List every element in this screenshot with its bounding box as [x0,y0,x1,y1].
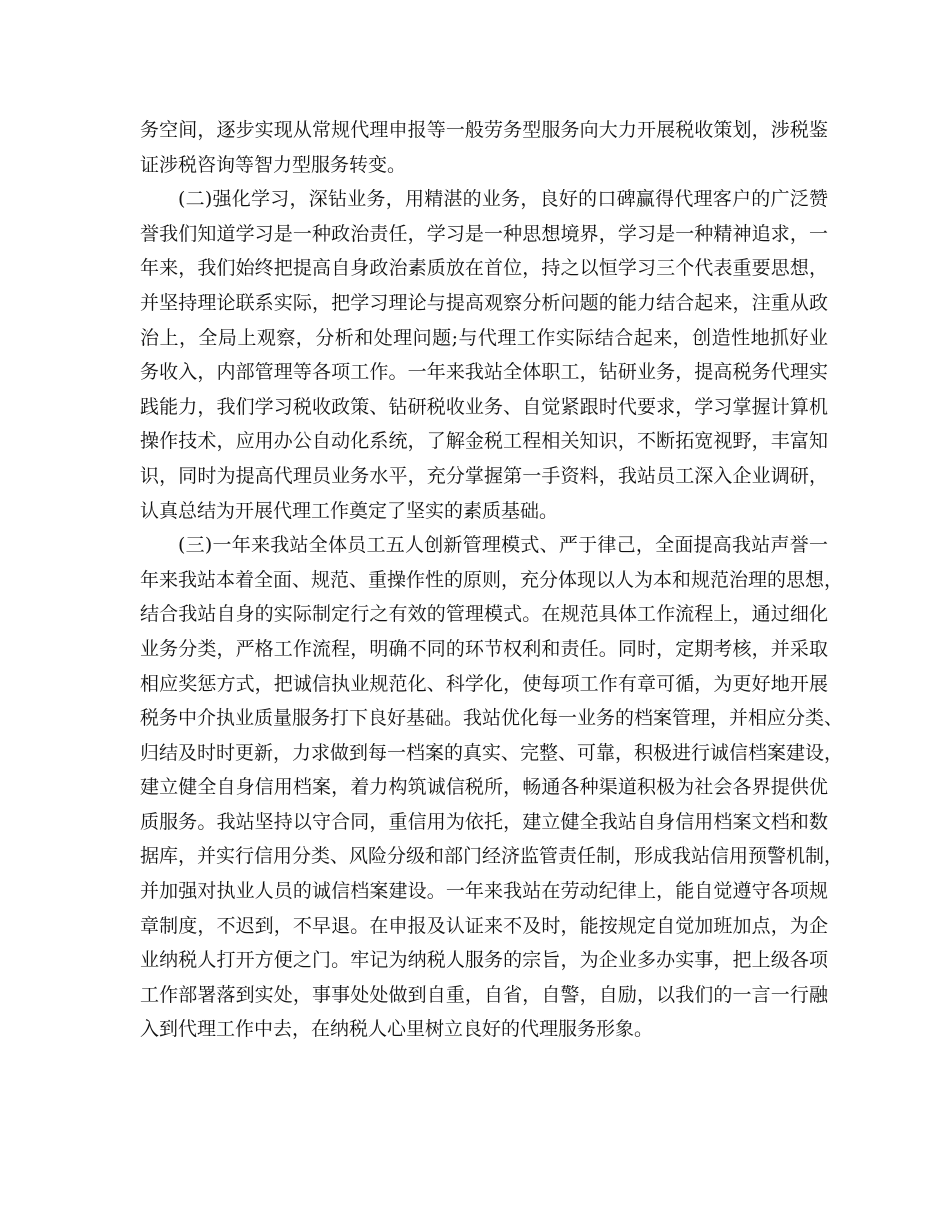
text-line: 证涉税咨询等智力型服务转变。 [140,153,407,176]
text-line: 归结及时时更新，力求做到每一档案的真实、完整、可靠，积极进行诚信档案建设， [140,741,844,764]
text-line: 质服务。我站坚持以守合同，重信用为依托，建立健全我站自身信用档案文档和数 [140,810,828,833]
text-line: 年来我站本着全面、规范、重操作性的原则，充分体现以人为本和规范治理的思想， [140,568,844,591]
text-line: 操作技术，应用办公自动化系统，了解金税工程相关知识，不断拓宽视野，丰富知 [140,430,828,453]
text-line: 税务中介执业质量服务打下良好基础。我站优化每一业务的档案管理，并相应分类、 [140,707,844,730]
text-line: 并加强对执业人员的诚信档案建设。一年来我站在劳动纪律上，能自觉遵守各项规 [140,880,828,903]
text-line: 结合我站自身的实际制定行之有效的管理模式。在规范具体工作流程上，通过细化 [140,603,828,626]
text-line: 并坚持理论联系实际，把学习理论与提高观察分析问题的能力结合起来，注重从政 [140,291,828,314]
text-line: 认真总结为开展代理工作奠定了坚实的素质基础。 [140,499,559,522]
text-line: 工作部署落到实处，事事处处做到自重，自省，自警，自励，以我们的一言一行融 [140,983,828,1006]
text-line: 誉我们知道学习是一种政治责任，学习是一种思想境界，学习是一种精神追求，一 [140,222,828,245]
text-line: 践能力，我们学习税收政策、钻研税收业务、自觉紧跟时代要求，学习掌握计算机 [140,395,828,418]
text-line: 务收入，内部管理等各项工作。一年来我站全体职工，钻研业务，提高税务代理实 [140,361,828,384]
text-line: 治上，全局上观察，分析和处理问题;与代理工作实际结合起来，创造性地抓好业 [140,326,828,349]
text-line: 年来，我们始终把提高自身政治素质放在首位，持之以恒学习三个代表重要思想， [140,257,828,280]
text-line: 据库，并实行信用分类、风险分级和部门经济监管责任制，形成我站信用预警机制， [140,845,844,868]
text-line: 业务分类，严格工作流程，明确不同的环节权利和责任。同时，定期考核，并采取 [140,637,828,660]
text-line: 识，同时为提高代理员业务水平，充分掌握第一手资料，我站员工深入企业调研， [140,464,828,487]
text-line: 业纳税人打开方便之门。牢记为纳税人服务的宗旨，为企业多办实事，把上级各项 [140,949,828,972]
text-line: 章制度，不迟到，不早退。在申报及认证来不及时，能按规定自觉加班加点，为企 [140,914,828,937]
text-line: 务空间，逐步实现从常规代理申报等一般劳务型服务向大力开展税收策划，涉税鉴 [140,119,828,141]
text-line: 建立健全自身信用档案，着力构筑诚信税所，畅通各种渠道积极为社会各界提供优 [140,776,828,799]
text-line: 入到代理工作中去，在纳税人心里树立良好的代理服务形象。 [140,1018,654,1041]
text-line: (二)强化学习，深钻业务，用精湛的业务，良好的口碑赢得代理客户的广泛赞 [178,188,828,211]
text-line: (三)一年来我站全体员工五人创新管理模式、严于律己，全面提高我站声誉一 [178,534,828,557]
document-body [140,113,844,1047]
text-line: 相应奖惩方式，把诚信执业规范化、科学化，使每项工作有章可循，为更好地开展 [140,672,828,695]
